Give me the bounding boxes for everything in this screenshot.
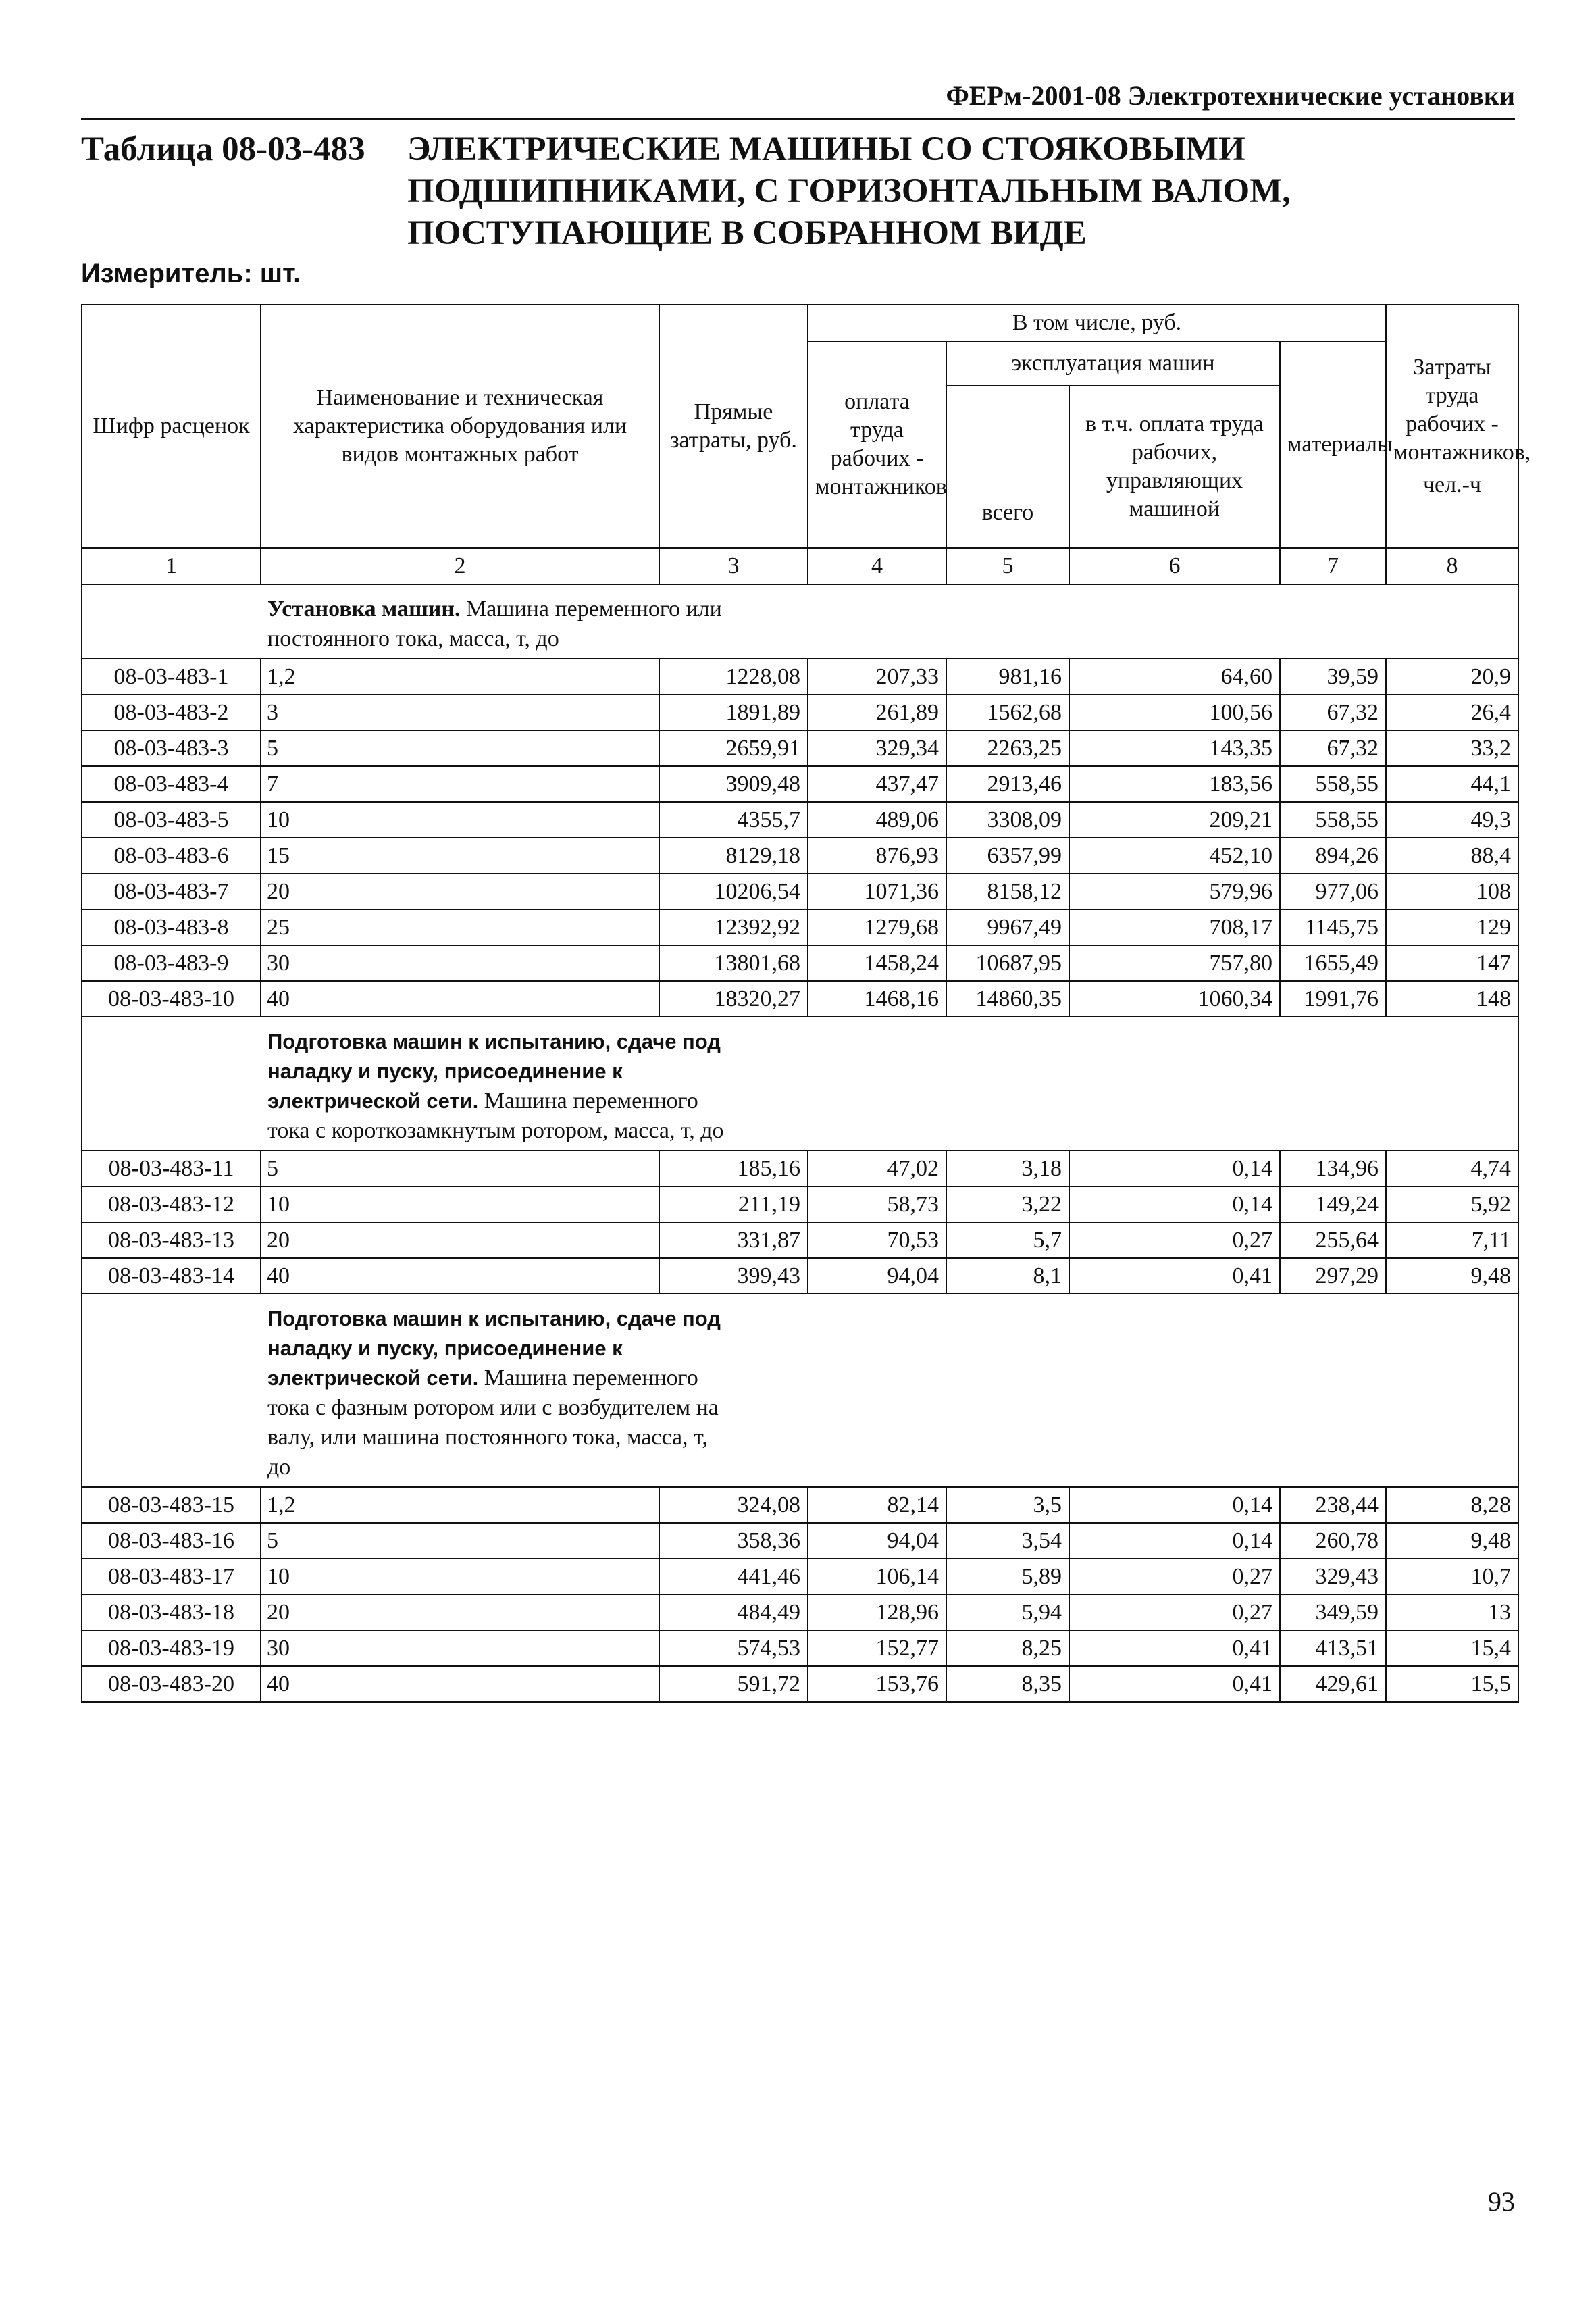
cell-hours: 4,74 (1386, 1151, 1518, 1186)
cell-direct: 484,49 (659, 1594, 808, 1630)
cell-mach: 3308,09 (946, 802, 1069, 838)
cell-labor: 261,89 (808, 695, 946, 730)
cell-materials: 558,55 (1280, 766, 1386, 802)
cell-direct: 591,72 (659, 1666, 808, 1702)
rate-code: 08-03-483-16 (82, 1523, 261, 1559)
table-row (82, 659, 1518, 695)
table-row (82, 874, 1518, 909)
table-row (82, 1258, 1518, 1294)
mass-value: 10 (261, 802, 659, 838)
cell-hours: 108 (1386, 874, 1518, 909)
cell-direct: 13801,68 (659, 945, 808, 981)
cell-direct: 358,36 (659, 1523, 808, 1559)
section-description (261, 1294, 1518, 1487)
section-header-row (82, 584, 1518, 659)
section-code-cell (82, 584, 261, 659)
cell-mach-labor: 143,35 (1069, 730, 1280, 766)
cell-mach: 5,94 (946, 1594, 1069, 1630)
cell-mach: 2913,46 (946, 766, 1069, 802)
rate-code: 08-03-483-18 (82, 1594, 261, 1630)
col-num: 1 (82, 548, 261, 584)
cell-hours: 148 (1386, 981, 1518, 1017)
rate-code: 08-03-483-19 (82, 1630, 261, 1666)
section-description (261, 1017, 1518, 1151)
cell-mach: 3,18 (946, 1151, 1069, 1186)
rate-code: 08-03-483-7 (82, 874, 261, 909)
cell-mach: 8,25 (946, 1630, 1069, 1666)
cell-mach-labor: 0,41 (1069, 1258, 1280, 1294)
cell-materials: 349,59 (1280, 1594, 1386, 1630)
cell-direct: 331,87 (659, 1222, 808, 1258)
mass-value: 7 (261, 766, 659, 802)
col-num: 5 (946, 548, 1069, 584)
mass-value: 5 (261, 1151, 659, 1186)
cell-hours: 20,9 (1386, 659, 1518, 695)
cell-materials: 1145,75 (1280, 909, 1386, 945)
rate-code: 08-03-483-17 (82, 1559, 261, 1594)
cell-mach: 8,1 (946, 1258, 1069, 1294)
cell-hours: 15,5 (1386, 1666, 1518, 1702)
rate-code: 08-03-483-20 (82, 1666, 261, 1702)
col-header-materials: материалы (1280, 341, 1386, 548)
rate-code: 08-03-483-12 (82, 1186, 261, 1222)
cell-labor: 128,96 (808, 1594, 946, 1630)
cell-hours: 5,92 (1386, 1186, 1518, 1222)
table-header (82, 305, 1531, 584)
cell-materials: 558,55 (1280, 802, 1386, 838)
table-row (82, 695, 1518, 730)
cell-materials: 39,59 (1280, 659, 1386, 695)
section-title-rest: Машина переменного тока с короткозамкнутым ротором, масса, т, до (267, 1088, 724, 1143)
cell-labor: 1279,68 (808, 909, 946, 945)
table-row (82, 1559, 1518, 1594)
cell-mach: 3,5 (946, 1487, 1069, 1523)
cell-mach: 6357,99 (946, 838, 1069, 874)
cell-materials: 329,43 (1280, 1559, 1386, 1594)
table-row (82, 1186, 1518, 1222)
cell-mach: 8,35 (946, 1666, 1069, 1702)
cell-direct: 8129,18 (659, 838, 808, 874)
cell-hours: 147 (1386, 945, 1518, 981)
cell-mach-labor: 452,10 (1069, 838, 1280, 874)
col-header-labor-hours (1386, 305, 1531, 548)
table-row (82, 1666, 1518, 1702)
cell-direct: 2659,91 (659, 730, 808, 766)
col-num: 7 (1280, 548, 1386, 584)
rate-code: 08-03-483-14 (82, 1258, 261, 1294)
cell-labor: 876,93 (808, 838, 946, 874)
rate-code: 08-03-483-13 (82, 1222, 261, 1258)
table-number: Таблица 08-03-483 (81, 130, 365, 168)
unit-of-measure: Измеритель: шт. (81, 259, 301, 288)
rate-code: 08-03-483-9 (82, 945, 261, 981)
cell-labor: 329,34 (808, 730, 946, 766)
cell-direct: 1228,08 (659, 659, 808, 695)
cell-hours: 9,48 (1386, 1523, 1518, 1559)
rate-code: 08-03-483-6 (82, 838, 261, 874)
section-code-cell (82, 1017, 261, 1151)
section-header-row (82, 1017, 1518, 1151)
table-row (82, 945, 1518, 981)
cell-labor: 207,33 (808, 659, 946, 695)
cell-materials: 238,44 (1280, 1487, 1386, 1523)
cell-materials: 67,32 (1280, 730, 1386, 766)
cell-direct: 211,19 (659, 1186, 808, 1222)
table-row (82, 909, 1518, 945)
cell-materials: 429,61 (1280, 1666, 1386, 1702)
cell-labor: 47,02 (808, 1151, 946, 1186)
section-header-row (82, 1294, 1518, 1487)
cell-labor: 58,73 (808, 1186, 946, 1222)
mass-value: 15 (261, 838, 659, 874)
table-row (82, 730, 1518, 766)
mass-value: 25 (261, 909, 659, 945)
section-code-cell (82, 1294, 261, 1487)
col-num: 6 (1069, 548, 1280, 584)
table-row (82, 1523, 1518, 1559)
cell-materials: 977,06 (1280, 874, 1386, 909)
table-row (82, 1151, 1518, 1186)
cell-direct: 441,46 (659, 1559, 808, 1594)
mass-value: 30 (261, 1630, 659, 1666)
mass-value: 5 (261, 730, 659, 766)
col-header-machines-total: всего (946, 386, 1069, 548)
cell-mach-labor: 209,21 (1069, 802, 1280, 838)
labor-hours-label: Затраты труда рабочих - монтажников, (1393, 355, 1531, 465)
cell-mach: 8158,12 (946, 874, 1069, 909)
cell-mach: 9967,49 (946, 909, 1069, 945)
cell-materials: 413,51 (1280, 1630, 1386, 1666)
table-row (82, 1222, 1518, 1258)
cell-mach: 5,7 (946, 1222, 1069, 1258)
cell-hours: 10,7 (1386, 1559, 1518, 1594)
cell-hours: 7,11 (1386, 1222, 1518, 1258)
cell-labor: 152,77 (808, 1630, 946, 1666)
cell-labor: 489,06 (808, 802, 946, 838)
cell-materials: 1991,76 (1280, 981, 1386, 1017)
cell-materials: 297,29 (1280, 1258, 1386, 1294)
section-title-bold: Установка машин. (267, 597, 461, 622)
cell-labor: 1468,16 (808, 981, 946, 1017)
cell-labor: 70,53 (808, 1222, 946, 1258)
cell-materials: 255,64 (1280, 1222, 1386, 1258)
cell-mach-labor: 0,14 (1069, 1523, 1280, 1559)
cell-direct: 3909,48 (659, 766, 808, 802)
cell-direct: 10206,54 (659, 874, 808, 909)
cell-mach-labor: 0,41 (1069, 1630, 1280, 1666)
mass-value: 40 (261, 981, 659, 1017)
section-title-bold: Подготовка машин к испытанию, сдаче под наладку и пуску, присоединение к электрической сети. (267, 1030, 721, 1113)
cell-direct: 18320,27 (659, 981, 808, 1017)
header-rule (81, 118, 1515, 120)
mass-value: 1,2 (261, 659, 659, 695)
cell-mach-labor: 0,41 (1069, 1666, 1280, 1702)
rate-code: 08-03-483-15 (82, 1487, 261, 1523)
table-row (82, 981, 1518, 1017)
cell-hours: 129 (1386, 909, 1518, 945)
cell-direct: 1891,89 (659, 695, 808, 730)
cell-mach-labor: 0,14 (1069, 1487, 1280, 1523)
cell-labor: 1071,36 (808, 874, 946, 909)
table-row (82, 838, 1518, 874)
section-title-rest: Машина переменного тока с фазным ротором или с возбудителем на валу, или машина постоянного тока, масса, т, до (267, 1365, 719, 1480)
cell-materials: 134,96 (1280, 1151, 1386, 1186)
page-number: 93 (1488, 2186, 1515, 2217)
rates-table (81, 304, 1531, 1703)
cell-mach: 1562,68 (946, 695, 1069, 730)
mass-value: 40 (261, 1258, 659, 1294)
cell-materials: 67,32 (1280, 695, 1386, 730)
rate-code: 08-03-483-1 (82, 659, 261, 695)
cell-hours: 15,4 (1386, 1630, 1518, 1666)
cell-mach: 10687,95 (946, 945, 1069, 981)
rate-code: 08-03-483-11 (82, 1151, 261, 1186)
col-header-machines-labor: в т.ч. оплата труда рабочих, управляющих машиной (1069, 386, 1280, 548)
cell-mach-labor: 1060,34 (1069, 981, 1280, 1017)
cell-direct: 4355,7 (659, 802, 808, 838)
mass-value: 5 (261, 1523, 659, 1559)
cell-mach: 3,54 (946, 1523, 1069, 1559)
cell-direct: 12392,92 (659, 909, 808, 945)
cell-labor: 153,76 (808, 1666, 946, 1702)
table-title: ЭЛЕКТРИЧЕСКИЕ МАШИНЫ СО СТОЯКОВЫМИ ПОДШИПНИКАМИ, С ГОРИЗОНТАЛЬНЫМ ВАЛОМ, ПОСТУПАЮЩИЕ В СОБРАННОМ ВИДЕ (407, 130, 1291, 252)
cell-mach: 14860,35 (946, 981, 1069, 1017)
cell-materials: 260,78 (1280, 1523, 1386, 1559)
cell-mach-labor: 0,27 (1069, 1222, 1280, 1258)
col-header-code: Шифр расценок (82, 305, 261, 548)
cell-hours: 88,4 (1386, 838, 1518, 874)
col-header-direct: Прямые затраты, руб. (659, 305, 808, 548)
cell-mach-labor: 0,27 (1069, 1559, 1280, 1594)
cell-mach-labor: 0,27 (1069, 1594, 1280, 1630)
mass-value: 3 (261, 695, 659, 730)
table-row (82, 1630, 1518, 1666)
cell-labor: 437,47 (808, 766, 946, 802)
cell-direct: 185,16 (659, 1151, 808, 1186)
column-numbers-row (82, 548, 1518, 584)
cell-hours: 13 (1386, 1594, 1518, 1630)
mass-value: 20 (261, 1594, 659, 1630)
mass-value: 20 (261, 874, 659, 909)
cell-materials: 894,26 (1280, 838, 1386, 874)
cell-hours: 33,2 (1386, 730, 1518, 766)
cell-labor: 94,04 (808, 1258, 946, 1294)
col-header-name: Наименование и техническая характеристика оборудования или видов монтажных работ (261, 305, 659, 548)
section-title-bold: Подготовка машин к испытанию, сдаче под наладку и пуску, присоединение к электрической сети. (267, 1307, 721, 1390)
cell-hours: 49,3 (1386, 802, 1518, 838)
cell-labor: 94,04 (808, 1523, 946, 1559)
section-title-rest: Машина переменного или постоянного тока, масса, т, до (267, 597, 722, 651)
cell-mach-labor: 64,60 (1069, 659, 1280, 695)
col-header-machines: эксплуатация машин (946, 341, 1280, 386)
cell-direct: 399,43 (659, 1258, 808, 1294)
rate-code: 08-03-483-2 (82, 695, 261, 730)
table-row (82, 766, 1518, 802)
col-header-incl: В том числе, руб. (808, 305, 1386, 341)
col-header-labor-pay: оплата труда рабочих - монтажников (808, 341, 946, 548)
table-row (82, 802, 1518, 838)
rate-code: 08-03-483-8 (82, 909, 261, 945)
running-header: ФЕРм-2001-08 Электротехнические установки (946, 80, 1515, 111)
cell-labor: 106,14 (808, 1559, 946, 1594)
cell-mach: 3,22 (946, 1186, 1069, 1222)
cell-labor: 1458,24 (808, 945, 946, 981)
cell-mach: 2263,25 (946, 730, 1069, 766)
cell-materials: 1655,49 (1280, 945, 1386, 981)
col-num: 8 (1386, 548, 1518, 584)
col-num: 4 (808, 548, 946, 584)
col-num: 2 (261, 548, 659, 584)
cell-materials: 149,24 (1280, 1186, 1386, 1222)
rate-code: 08-03-483-10 (82, 981, 261, 1017)
mass-value: 10 (261, 1559, 659, 1594)
cell-mach-labor: 757,80 (1069, 945, 1280, 981)
cell-hours: 8,28 (1386, 1487, 1518, 1523)
rate-code: 08-03-483-3 (82, 730, 261, 766)
cell-mach-labor: 0,14 (1069, 1186, 1280, 1222)
cell-labor: 82,14 (808, 1487, 946, 1523)
mass-value: 30 (261, 945, 659, 981)
cell-mach-labor: 100,56 (1069, 695, 1280, 730)
rate-code: 08-03-483-5 (82, 802, 261, 838)
labor-hours-unit: чел.-ч (1422, 472, 1482, 497)
cell-direct: 574,53 (659, 1630, 808, 1666)
cell-hours: 9,48 (1386, 1258, 1518, 1294)
cell-mach-labor: 0,14 (1069, 1151, 1280, 1186)
cell-mach: 981,16 (946, 659, 1069, 695)
mass-value: 40 (261, 1666, 659, 1702)
table-body (82, 584, 1518, 1702)
mass-value: 20 (261, 1222, 659, 1258)
section-description (261, 584, 1518, 659)
cell-mach-labor: 579,96 (1069, 874, 1280, 909)
table-row (82, 1594, 1518, 1630)
col-num: 3 (659, 548, 808, 584)
mass-value: 10 (261, 1186, 659, 1222)
cell-hours: 44,1 (1386, 766, 1518, 802)
cell-mach-labor: 183,56 (1069, 766, 1280, 802)
cell-hours: 26,4 (1386, 695, 1518, 730)
cell-direct: 324,08 (659, 1487, 808, 1523)
cell-mach-labor: 708,17 (1069, 909, 1280, 945)
table-row (82, 1487, 1518, 1523)
rate-code: 08-03-483-4 (82, 766, 261, 802)
cell-mach: 5,89 (946, 1559, 1069, 1594)
mass-value: 1,2 (261, 1487, 659, 1523)
